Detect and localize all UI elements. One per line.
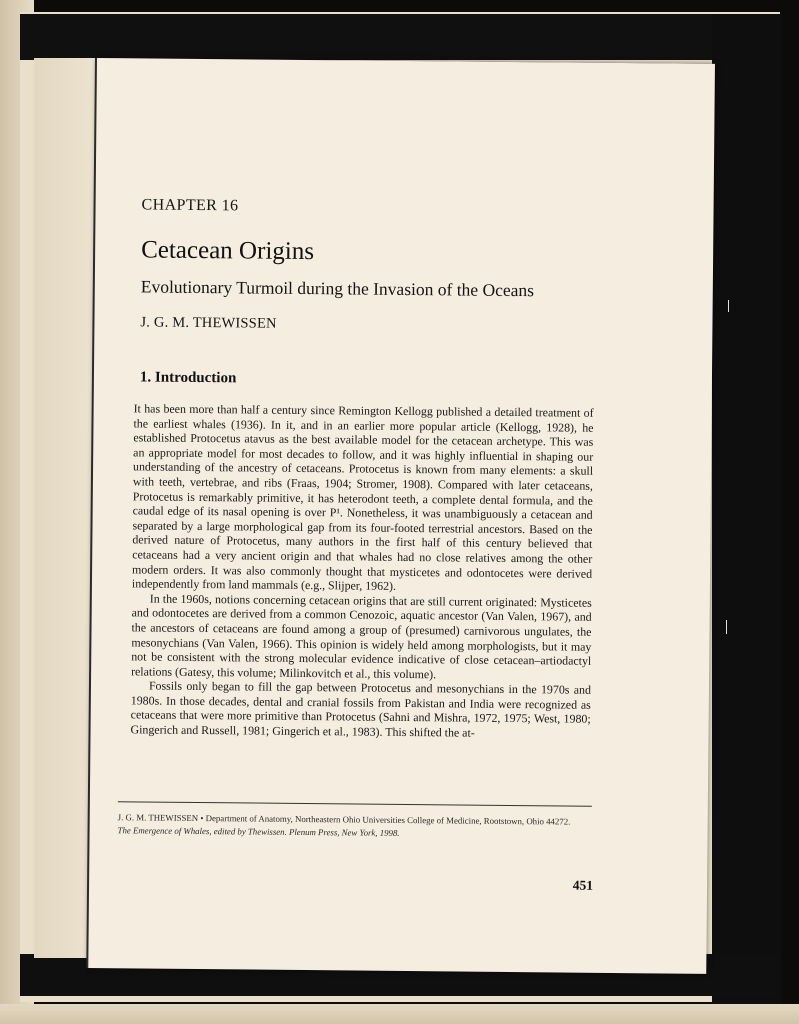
body-text [130, 401, 593, 741]
chapter-title: Cetacean Origins [141, 236, 315, 266]
page-number: 451 [572, 877, 594, 893]
section-heading: 1. Introduction [139, 369, 237, 387]
book-imprint: The Emergence of Whales, edited by Thewissen. Plenum Press, New York, 1998. [117, 825, 400, 838]
paragraph: Fossils only began to fill the gap between Protocetus and mesonychians in the 1970s and 1980s. In those decades, dental and cranial fossils from Pakistan and India were recognized as cetaceans that were more primitive than Protocetus (Sahni and Mishra, 1972, 1975; West, 1980; Gingerich and Russell, 1981; Gingerich et al., 1983). This shifted the at- [130, 678, 592, 740]
top-shadow-band [20, 14, 760, 60]
footnote [118, 811, 592, 842]
chapter-subtitle: Evolutionary Turmoil during the Invasion of the Oceans [140, 276, 535, 301]
paragraph: In the 1960s, notions concerning cetacean origins that are still current originated: Mysticetes and odontocetes are derived from a common Cenozoic, aquatic ancestor (Van Valen, 1967), and the ancestors of cetaceans are found among a group of (presumed) carnivorous ungulates, the mesonychians (Van Valen, 1966). This opinion is widely held among morphologists, but it may not be consistent with the strong molecular evidence indicative of close cetacean–artiodactyl relations (Gatesy, this volume; Milinkovitch et al., this volume). [131, 591, 592, 681]
right-shadow-band [712, 14, 782, 1004]
footnote-divider [118, 801, 592, 807]
chapter-author: J. G. M. THEWISSEN [140, 314, 277, 332]
scan-artifact [726, 620, 727, 634]
paragraph: It has been more than half a century since Remington Kellogg published a detailed treatment of the earliest whales (1936). In it, and in an earlier more popular article (Kellogg, 1928), he established Protocetus atavus as the best available model for the cetacean archetype. This was an appropriate model for most decades to follow, and it was highly influential in shaping our understanding of the ancestry of cetaceans. Protocetus is known from many elements: a skull with teeth, vertebrae, and ribs (Fraas, 1904; Stromer, 1908). Compared with later cetaceans, Protocetus is remarkably primitive, it has heterodont teeth, a complete dental formula, and the caudal edge of its nasal opening is over P¹. Nonetheless, it was unambiguously a cetacean and separated by a large morphological gap from its four-footed terrestrial ancestors. Based on the derived nature of Protocetus, many authors in the first half of this century believed that cetaceans had a very ancient origin and that whales had no close relatives among the other modern orders. It was also commonly thought that mysticetes and odontocetes were derived independently from land mammals (e.g., Slijper, 1962). [131, 401, 594, 594]
author-affiliation: J. G. M. THEWISSEN • Department of Anatomy, Northeastern Ohio Universities College of Medicine, Rootstown, Ohio 44272. [117, 812, 571, 827]
book-page [88, 58, 715, 974]
bottom-paper-edge [0, 1004, 799, 1024]
scan-artifact [728, 300, 729, 312]
chapter-number: CHAPTER 16 [141, 196, 239, 215]
